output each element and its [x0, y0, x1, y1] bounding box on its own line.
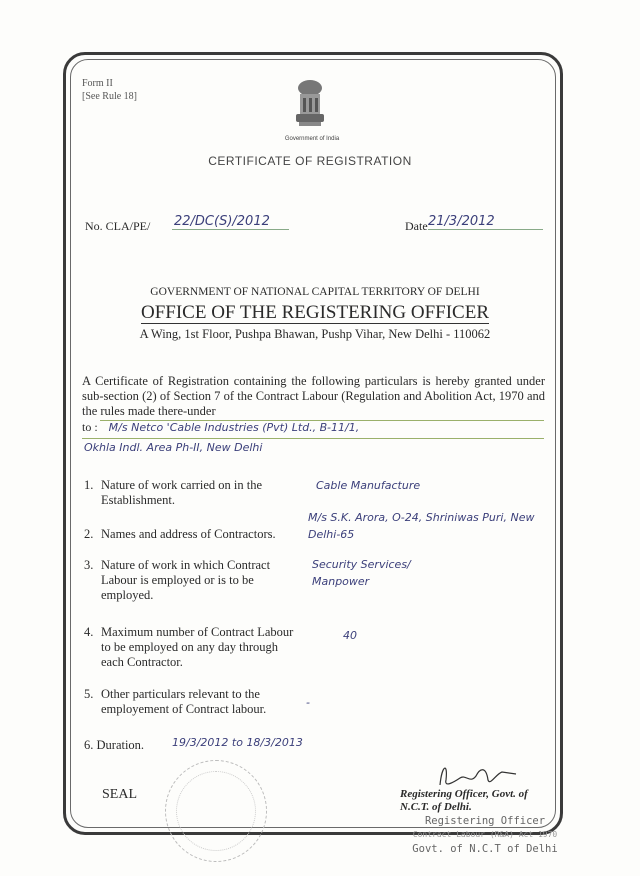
office-title [100, 302, 530, 324]
form-number: Form II [82, 78, 113, 89]
national-emblem-icon [291, 78, 329, 130]
office-title-text: OFFICE OF THE REGISTERING OFFICER [140, 302, 490, 323]
establishment-line-1: M/s Netco 'Cable Industries (Pvt) Ltd., B-11/1, [108, 421, 360, 434]
officer-signature [430, 760, 520, 790]
seal-inner-ring [176, 771, 256, 851]
item-number: 5. [84, 687, 94, 701]
office-address: A Wing, 1st Floor, Pushpa Bhawan, Pushp Vihar, New Delhi - 110062 [139, 327, 491, 341]
to-label: to : [82, 420, 98, 434]
stamp-line-2: Contract Labour (R&A) Act 1970 [412, 830, 558, 839]
item-2-value: M/s S.K. Arora, O-24, Shriniwas Puri, New Delhi-65 [308, 511, 535, 541]
establishment-underline-2 [82, 438, 544, 439]
seal-label: SEAL [102, 787, 137, 802]
date-value: 21/3/2012 [428, 214, 543, 230]
establishment-line-2: Okhla Indl. Area Ph-II, New Delhi [84, 441, 263, 454]
item-5-value: - [306, 696, 310, 709]
item-label: Nature of work carried on in the Establishment. [101, 478, 263, 507]
item-5 [84, 687, 294, 717]
signatory-line-2: N.C.T. of Delhi. [400, 801, 472, 813]
item-4 [84, 625, 294, 670]
item-label: Names and address of Contractors. [101, 527, 276, 541]
form-label [82, 77, 137, 103]
duration-value: 19/3/2012 to 18/3/2013 [172, 736, 303, 749]
stamp-line-3: Govt. of N.C.T of Delhi [412, 843, 558, 855]
registration-no-label: No. CLA/PE/ [85, 219, 151, 233]
item-3-value: Security Services/ Manpower [312, 558, 411, 588]
item-number: 2. [84, 527, 94, 541]
stamp-line-1: Registering Officer [424, 815, 546, 827]
item-2 [84, 527, 314, 542]
duration-label: 6. Duration. [84, 738, 145, 752]
to-row [82, 420, 545, 435]
intro-paragraph: A Certificate of Registration containing the following particulars is hereby granted under sub-section (2) of Section 7 of the Contract Labour (Regulation and Abolition Act, 1970 and the rules made there-under [82, 374, 545, 418]
government-line: GOVERNMENT OF NATIONAL CAPITAL TERRITORY OF DELHI [150, 286, 480, 298]
item-3 [84, 558, 294, 603]
registration-no-value: 22/DC(S)/2012 [172, 214, 289, 230]
officer-rubber-stamp [400, 814, 570, 856]
item-label: Maximum number of Contract Labour to be employed on any day through each Contractor. [101, 625, 294, 669]
date-label: Date [405, 219, 428, 233]
item-number: 4. [84, 625, 94, 639]
item-1-value: Cable Manufacture [316, 479, 421, 492]
item-number: 3. [84, 558, 94, 572]
item-label: Nature of work in which Contract Labour is employed or is to be employed. [101, 558, 271, 602]
item-number: 1. [84, 478, 94, 492]
emblem-caption: Government of India [284, 136, 340, 142]
rule-reference: [See Rule 18] [82, 91, 137, 102]
official-seal-stamp [165, 760, 267, 862]
certificate-title: CERTIFICATE OF REGISTRATION [208, 154, 412, 168]
item-1 [84, 478, 294, 508]
item-4-value: 40 [343, 629, 357, 642]
signatory-designation [400, 788, 528, 814]
signatory-line-1: Registering Officer, Govt. of [400, 788, 528, 800]
item-label: Other particulars relevant to the employement of Contract labour. [101, 687, 267, 716]
